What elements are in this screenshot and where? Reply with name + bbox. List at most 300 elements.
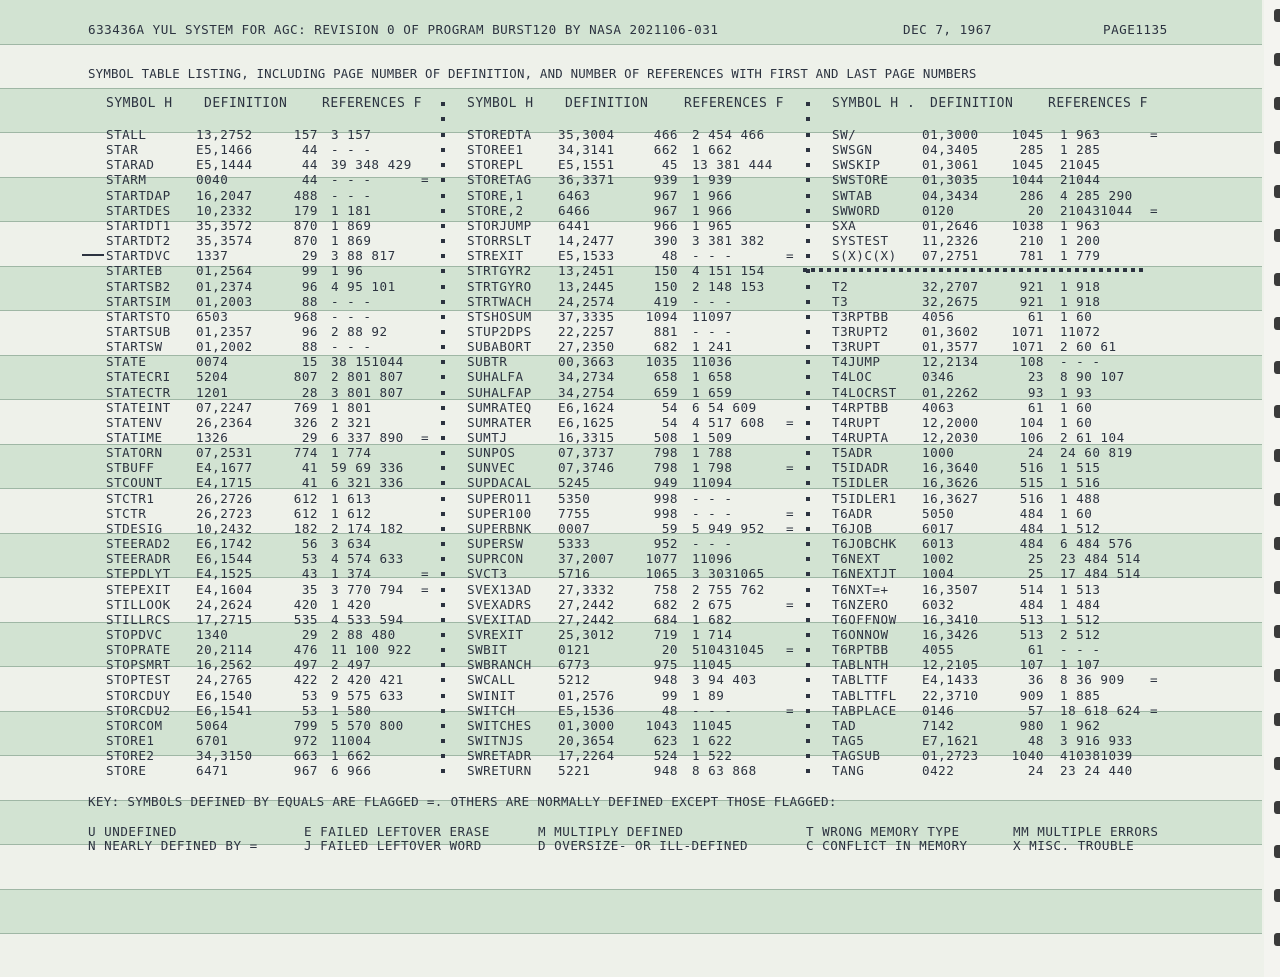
- symbol-page: 1071: [1011, 339, 1044, 354]
- symbol-references: 11 100 922: [331, 642, 412, 657]
- symbol-page: 35: [301, 582, 318, 597]
- symbol-definition: 6017: [922, 521, 955, 536]
- symbol-references: 2 801 807: [331, 369, 404, 384]
- symbol-page: 998: [653, 491, 678, 506]
- symbol-references: 1 613: [331, 491, 372, 506]
- column-separator: [806, 694, 810, 698]
- symbol-page: 41: [301, 460, 318, 475]
- symbol-name: T3RUPT2: [832, 324, 889, 339]
- column-separator: [441, 163, 445, 167]
- symbol-references: 1 869: [331, 218, 372, 233]
- symbol-name: STORE2: [106, 748, 155, 763]
- symbol-definition: 4056: [922, 309, 955, 324]
- symbol-definition: E5,1444: [196, 157, 253, 172]
- symbol-definition: 32,2707: [922, 279, 979, 294]
- symbol-name: STARAD: [106, 157, 155, 172]
- symbol-name: STORCDU2: [106, 703, 171, 718]
- symbol-definition: 4063: [922, 400, 955, 415]
- symbol-references: 1 516: [1060, 475, 1101, 490]
- symbol-name: STRTWACH: [467, 294, 532, 309]
- symbol-page: 96: [301, 324, 318, 339]
- column-separator: [806, 133, 810, 137]
- column-separator: [441, 512, 445, 516]
- symbol-references: 2 88 480: [331, 627, 396, 642]
- symbol-page: 420: [293, 597, 318, 612]
- symbol-definition: 32,2675: [922, 294, 979, 309]
- symbol-references: - - -: [331, 339, 372, 354]
- symbol-name: SUPERSW: [467, 536, 524, 551]
- symbol-page: 975: [653, 657, 678, 672]
- symbol-definition: 01,2723: [922, 748, 979, 763]
- column-separator: [441, 102, 445, 106]
- symbol-definition: 5716: [558, 566, 591, 581]
- symbol-definition: 01,3577: [922, 339, 979, 354]
- symbol-references: - - -: [331, 172, 372, 187]
- symbol-name: TANG: [832, 763, 865, 778]
- symbol-references: - - -: [331, 188, 372, 203]
- symbol-definition: 14,2477: [558, 233, 615, 248]
- legend-item: MM MULTIPLE ERRORS: [1013, 824, 1159, 839]
- symbol-page: 28: [301, 385, 318, 400]
- symbol-definition: 0120: [922, 203, 955, 218]
- symbol-name: STORE,1: [467, 188, 524, 203]
- col2-symbol-header: SYMBOL H: [467, 96, 534, 111]
- symbol-definition: 07,2751: [922, 248, 979, 263]
- symbol-references: 1 241: [692, 339, 733, 354]
- symbol-references: - - -: [331, 294, 372, 309]
- symbol-definition: 01,2646: [922, 218, 979, 233]
- symbol-references: 2 675: [692, 597, 733, 612]
- symbol-references: 1 60: [1060, 415, 1093, 430]
- symbol-name: STARTEB: [106, 263, 163, 278]
- symbol-name: STARTDT1: [106, 218, 171, 233]
- symbol-definition: 37,2007: [558, 551, 615, 566]
- symbol-definition: 4055: [922, 642, 955, 657]
- symbol-name: STATECTR: [106, 385, 171, 400]
- symbol-page: 104: [1019, 415, 1044, 430]
- column-separator: [441, 663, 445, 667]
- green-bar: [0, 889, 1262, 933]
- symbol-definition: 07,3737: [558, 445, 615, 460]
- symbol-definition: 0146: [922, 703, 955, 718]
- symbol-page: 390: [653, 233, 678, 248]
- symbol-references: 1 200: [1060, 233, 1101, 248]
- symbol-references: 21045: [1060, 157, 1101, 172]
- symbol-references: 1 885: [1060, 688, 1101, 703]
- symbol-references: 3 157: [331, 127, 372, 142]
- col1-definition-header: DEFINITION: [204, 96, 288, 111]
- bar-rule: [0, 88, 1262, 89]
- symbol-definition: 01,2262: [922, 385, 979, 400]
- symbol-references: 2 88 92: [331, 324, 388, 339]
- symbol-name: STOPTEST: [106, 672, 171, 687]
- column-separator: [806, 421, 810, 425]
- symbol-references: 1 60: [1060, 309, 1093, 324]
- column-separator: [441, 724, 445, 728]
- symbol-definition: E4,1715: [196, 475, 253, 490]
- sprocket-hole: [1274, 185, 1280, 198]
- symbol-page: 662: [653, 142, 678, 157]
- column-separator: [806, 360, 810, 364]
- symbol-name: STOPRATE: [106, 642, 171, 657]
- symbol-references: 3 3031065: [692, 566, 765, 581]
- symbol-page: 484: [1019, 536, 1044, 551]
- symbol-definition: 6471: [196, 763, 229, 778]
- symbol-references: 11036: [692, 354, 733, 369]
- column-separator: [441, 224, 445, 228]
- symbol-definition: 26,2723: [196, 506, 253, 521]
- symbol-name: STOPSMRT: [106, 657, 171, 672]
- column-separator: [806, 618, 810, 622]
- symbol-page: 56: [301, 536, 318, 551]
- symbol-definition: 34,3150: [196, 748, 253, 763]
- symbol-page: 972: [293, 733, 318, 748]
- symbol-name: STARTSUB: [106, 324, 171, 339]
- symbol-definition: 0422: [922, 763, 955, 778]
- symbol-page: 157: [293, 127, 318, 142]
- symbol-name: STDESIG: [106, 521, 163, 536]
- legend-item: J FAILED LEFTOVER WORD: [304, 838, 482, 853]
- symbol-name: T6RPTBB: [832, 642, 889, 657]
- symbol-name: T6JOB: [832, 521, 873, 536]
- symbol-name: STORETAG: [467, 172, 532, 187]
- col2-definition-header: DEFINITION: [565, 96, 649, 111]
- sprocket-hole: [1274, 625, 1280, 638]
- symbol-page: 466: [653, 127, 678, 142]
- column-separator: [441, 239, 445, 243]
- column-separator: [806, 527, 810, 531]
- symbol-definition: 1337: [196, 248, 229, 263]
- symbol-definition: 5064: [196, 718, 229, 733]
- symbol-definition: 5204: [196, 369, 229, 384]
- symbol-references: 3 381 382: [692, 233, 765, 248]
- symbol-definition: 04,3405: [922, 142, 979, 157]
- symbol-definition: 11,2326: [922, 233, 979, 248]
- symbol-name: STAR: [106, 142, 139, 157]
- sprocket-hole: [1274, 361, 1280, 374]
- symbol-page: 53: [301, 551, 318, 566]
- column-separator: [441, 769, 445, 773]
- symbol-name: STATORN: [106, 445, 163, 460]
- symbol-page: 513: [1019, 627, 1044, 642]
- symbol-page: 43: [301, 566, 318, 581]
- symbol-definition: 22,3710: [922, 688, 979, 703]
- symbol-definition: 1002: [922, 551, 955, 566]
- symbol-references: 1 918: [1060, 279, 1101, 294]
- column-separator: [806, 194, 810, 198]
- column-separator: [441, 148, 445, 152]
- symbol-flag: =: [421, 566, 430, 581]
- symbol-references: 1 801: [331, 400, 372, 415]
- symbol-page: 798: [653, 460, 678, 475]
- column-separator: [441, 345, 445, 349]
- symbol-references: - - -: [692, 491, 733, 506]
- symbol-name: STORCOM: [106, 718, 163, 733]
- symbol-page: 1044: [1011, 172, 1044, 187]
- symbol-flag: =: [786, 597, 795, 612]
- column-separator: [441, 542, 445, 546]
- symbol-page: 182: [293, 521, 318, 536]
- symbol-references: 3 94 403: [692, 672, 757, 687]
- symbol-references: 1 963: [1060, 127, 1101, 142]
- symbol-definition: 34,3141: [558, 142, 615, 157]
- symbol-references: 1 181: [331, 203, 372, 218]
- symbol-definition: 17,2264: [558, 748, 615, 763]
- symbol-references: - - -: [692, 248, 733, 263]
- symbol-name: STARTDES: [106, 203, 171, 218]
- column-separator: [441, 648, 445, 652]
- symbol-definition: 12,2000: [922, 415, 979, 430]
- symbol-definition: E5,1551: [558, 157, 615, 172]
- column-separator: [441, 678, 445, 682]
- symbol-definition: 5050: [922, 506, 955, 521]
- symbol-name: STARTDAP: [106, 188, 171, 203]
- symbol-definition: 20,2114: [196, 642, 253, 657]
- symbol-definition: 01,2002: [196, 339, 253, 354]
- symbol-page: 497: [293, 657, 318, 672]
- symbol-name: STORE: [106, 763, 147, 778]
- col3-references-header: REFERENCES F: [1048, 96, 1148, 111]
- symbol-page: 1094: [645, 309, 678, 324]
- symbol-page: 980: [1019, 718, 1044, 733]
- symbol-references: - - -: [1060, 642, 1101, 657]
- symbol-page: 881: [653, 324, 678, 339]
- symbol-page: 966: [653, 218, 678, 233]
- column-separator: [806, 285, 810, 289]
- symbol-name: T6OFFNOW: [832, 612, 897, 627]
- symbol-definition: 01,3000: [922, 127, 979, 142]
- column-separator: [441, 466, 445, 470]
- column-separator: [441, 194, 445, 198]
- symbol-name: STORJUMP: [467, 218, 532, 233]
- symbol-page: 949: [653, 475, 678, 490]
- sprocket-hole: [1274, 757, 1280, 770]
- symbol-definition: 6701: [196, 733, 229, 748]
- sprocket-hole: [1274, 933, 1280, 946]
- symbol-references: 1 96: [331, 263, 364, 278]
- symbol-references: 3 801 807: [331, 385, 404, 400]
- column-separator: [806, 663, 810, 667]
- symbol-name: T3RPTBB: [832, 309, 889, 324]
- symbol-page: 29: [301, 248, 318, 263]
- symbol-page: 61: [1027, 400, 1044, 415]
- column-separator: [806, 375, 810, 379]
- column-separator: [806, 391, 810, 395]
- col2-references-header: REFERENCES F: [684, 96, 784, 111]
- symbol-references: - - -: [692, 294, 733, 309]
- symbol-definition: E6,1742: [196, 536, 253, 551]
- symbol-name: SUBABORT: [467, 339, 532, 354]
- column-separator: [441, 618, 445, 622]
- symbol-page: 516: [1019, 491, 1044, 506]
- symbol-name: T6NZERO: [832, 597, 889, 612]
- symbol-name: T6NEXTJT: [832, 566, 897, 581]
- symbol-page: 968: [293, 309, 318, 324]
- symbol-name: T6NXT=+: [832, 582, 889, 597]
- symbol-definition: 35,3574: [196, 233, 253, 248]
- symbol-references: 2 454 466: [692, 127, 765, 142]
- symbol-name: STALL: [106, 127, 147, 142]
- column-separator: [441, 588, 445, 592]
- column-separator: [441, 391, 445, 395]
- symbol-references: 1 515: [1060, 460, 1101, 475]
- symbol-name: SWITCHES: [467, 718, 532, 733]
- symbol-name: T4LOC: [832, 369, 873, 384]
- symbol-name: STATEINT: [106, 400, 171, 415]
- column-separator: [441, 497, 445, 501]
- symbol-references: 410381039: [1060, 748, 1133, 763]
- symbol-page: 658: [653, 369, 678, 384]
- symbol-references: 4 533 594: [331, 612, 404, 627]
- symbol-name: STRTGYR2: [467, 263, 532, 278]
- legend-item: M MULTIPLY DEFINED: [538, 824, 684, 839]
- symbol-definition: 0346: [922, 369, 955, 384]
- symbol-page: 798: [653, 445, 678, 460]
- column-separator: [806, 588, 810, 592]
- symbol-references: 1 869: [331, 233, 372, 248]
- symbol-page: 870: [293, 218, 318, 233]
- symbol-page: 1040: [1011, 748, 1044, 763]
- legend-item: T WRONG MEMORY TYPE: [806, 824, 960, 839]
- symbol-definition: 0007: [558, 521, 591, 536]
- symbol-page: 326: [293, 415, 318, 430]
- symbol-references: 2 512: [1060, 627, 1101, 642]
- symbol-definition: E5,1536: [558, 703, 615, 718]
- column-separator: [806, 754, 810, 758]
- column-separator: [441, 406, 445, 410]
- symbol-definition: 10,2332: [196, 203, 253, 218]
- symbol-name: T2: [832, 279, 849, 294]
- sprocket-hole: [1274, 405, 1280, 418]
- bar-rule: [0, 889, 1262, 890]
- symbol-page: 952: [653, 536, 678, 551]
- symbol-page: 54: [661, 400, 678, 415]
- column-separator: [806, 330, 810, 334]
- symbol-name: TABLTTF: [832, 672, 889, 687]
- symbol-flag: =: [1150, 703, 1159, 718]
- symbol-definition: 16,2562: [196, 657, 253, 672]
- symbol-references: 1 622: [692, 733, 733, 748]
- symbol-page: 1045: [1011, 127, 1044, 142]
- column-separator: [441, 527, 445, 531]
- symbol-definition: 1326: [196, 430, 229, 445]
- symbol-name: STOPDVC: [106, 627, 163, 642]
- column-separator: [441, 269, 445, 273]
- symbol-references: - - -: [692, 536, 733, 551]
- symbol-page: 516: [1019, 460, 1044, 475]
- symbol-definition: 34,2734: [558, 369, 615, 384]
- symbol-references: 1 60: [1060, 400, 1093, 415]
- symbol-references: 23 484 514: [1060, 551, 1141, 566]
- symbol-references: 1 662: [692, 142, 733, 157]
- col1-references-header: REFERENCES F: [322, 96, 422, 111]
- symbol-name: STILLRCS: [106, 612, 171, 627]
- symbol-page: 684: [653, 612, 678, 627]
- symbol-page: 939: [653, 172, 678, 187]
- sprocket-hole: [1274, 9, 1280, 22]
- symbol-definition: 01,2003: [196, 294, 253, 309]
- column-separator: [806, 466, 810, 470]
- column-separator: [806, 178, 810, 182]
- symbol-page: 612: [293, 506, 318, 521]
- symbol-flag: =: [421, 430, 430, 445]
- symbol-name: SWSTORE: [832, 172, 889, 187]
- symbol-references: 1 966: [692, 203, 733, 218]
- sprocket-hole: [1274, 273, 1280, 286]
- symbol-references: 1 779: [1060, 248, 1101, 263]
- symbol-references: 24 60 819: [1060, 445, 1133, 460]
- symbol-definition: 0040: [196, 172, 229, 187]
- symbol-references: 11045: [692, 657, 733, 672]
- symbol-name: SVCT3: [467, 566, 508, 581]
- symbol-page: 29: [301, 430, 318, 445]
- symbol-name: S(X)C(X): [832, 248, 897, 263]
- symbol-definition: 01,3602: [922, 324, 979, 339]
- symbol-references: 11045: [692, 718, 733, 733]
- key-line: KEY: SYMBOLS DEFINED BY EQUALS ARE FLAGGED =. OTHERS ARE NORMALLY DEFINED EXCEPT THOSE FLAGGED:: [88, 794, 837, 809]
- symbol-name: T5IDLER1: [832, 491, 897, 506]
- symbol-page: 285: [1019, 142, 1044, 157]
- column-separator: [441, 572, 445, 576]
- symbol-page: 53: [301, 703, 318, 718]
- symbol-references: 1 658: [692, 369, 733, 384]
- symbol-name: STARTSW: [106, 339, 163, 354]
- column-separator: [806, 603, 810, 607]
- symbol-definition: 27,2350: [558, 339, 615, 354]
- symbol-page: 758: [653, 582, 678, 597]
- symbol-page: 948: [653, 763, 678, 778]
- legend-item: N NEARLY DEFINED BY =: [88, 838, 258, 853]
- symbol-flag: =: [786, 703, 795, 718]
- page-header-title: 633436A YUL SYSTEM FOR AGC: REVISION 0 OF PROGRAM BURST120 BY NASA 2021106-031: [88, 22, 719, 37]
- sprocket-hole: [1274, 141, 1280, 154]
- symbol-definition: 10,2432: [196, 521, 253, 536]
- symbol-references: 6 321 336: [331, 475, 404, 490]
- symbol-name: SVEXADRS: [467, 597, 532, 612]
- symbol-name: T4LOCRST: [832, 385, 897, 400]
- symbol-definition: 1201: [196, 385, 229, 400]
- symbol-name: STORE,2: [467, 203, 524, 218]
- symbol-name: STORE1: [106, 733, 155, 748]
- symbol-definition: 24,2574: [558, 294, 615, 309]
- symbol-page: 150: [653, 263, 678, 278]
- symbol-definition: 37,3335: [558, 309, 615, 324]
- symbol-definition: 01,2374: [196, 279, 253, 294]
- symbol-page: 513: [1019, 612, 1044, 627]
- symbol-page: 61: [1027, 642, 1044, 657]
- symbol-name: SUMRATEQ: [467, 400, 532, 415]
- symbol-page: 25: [1027, 566, 1044, 581]
- symbol-name: STATIME: [106, 430, 163, 445]
- symbol-references: 1 488: [1060, 491, 1101, 506]
- page-header-page-number: PAGE1135: [1103, 22, 1168, 37]
- symbol-page: 484: [1019, 506, 1044, 521]
- symbol-references: 1 89: [692, 688, 725, 703]
- column-separator: [441, 300, 445, 304]
- symbol-name: SVEX13AD: [467, 582, 532, 597]
- symbol-page: 682: [653, 339, 678, 354]
- symbol-references: 5 570 800: [331, 718, 404, 733]
- column-separator: [806, 633, 810, 637]
- column-separator: [441, 209, 445, 213]
- symbol-name: SUNPOS: [467, 445, 516, 460]
- legend-item: D OVERSIZE- OR ILL-DEFINED: [538, 838, 749, 853]
- symbol-definition: 16,3627: [922, 491, 979, 506]
- symbol-references: 1 580: [331, 703, 372, 718]
- symbol-page: 24: [1027, 445, 1044, 460]
- symbol-references: 39 348 429: [331, 157, 412, 172]
- symbol-references: 1 662: [331, 748, 372, 763]
